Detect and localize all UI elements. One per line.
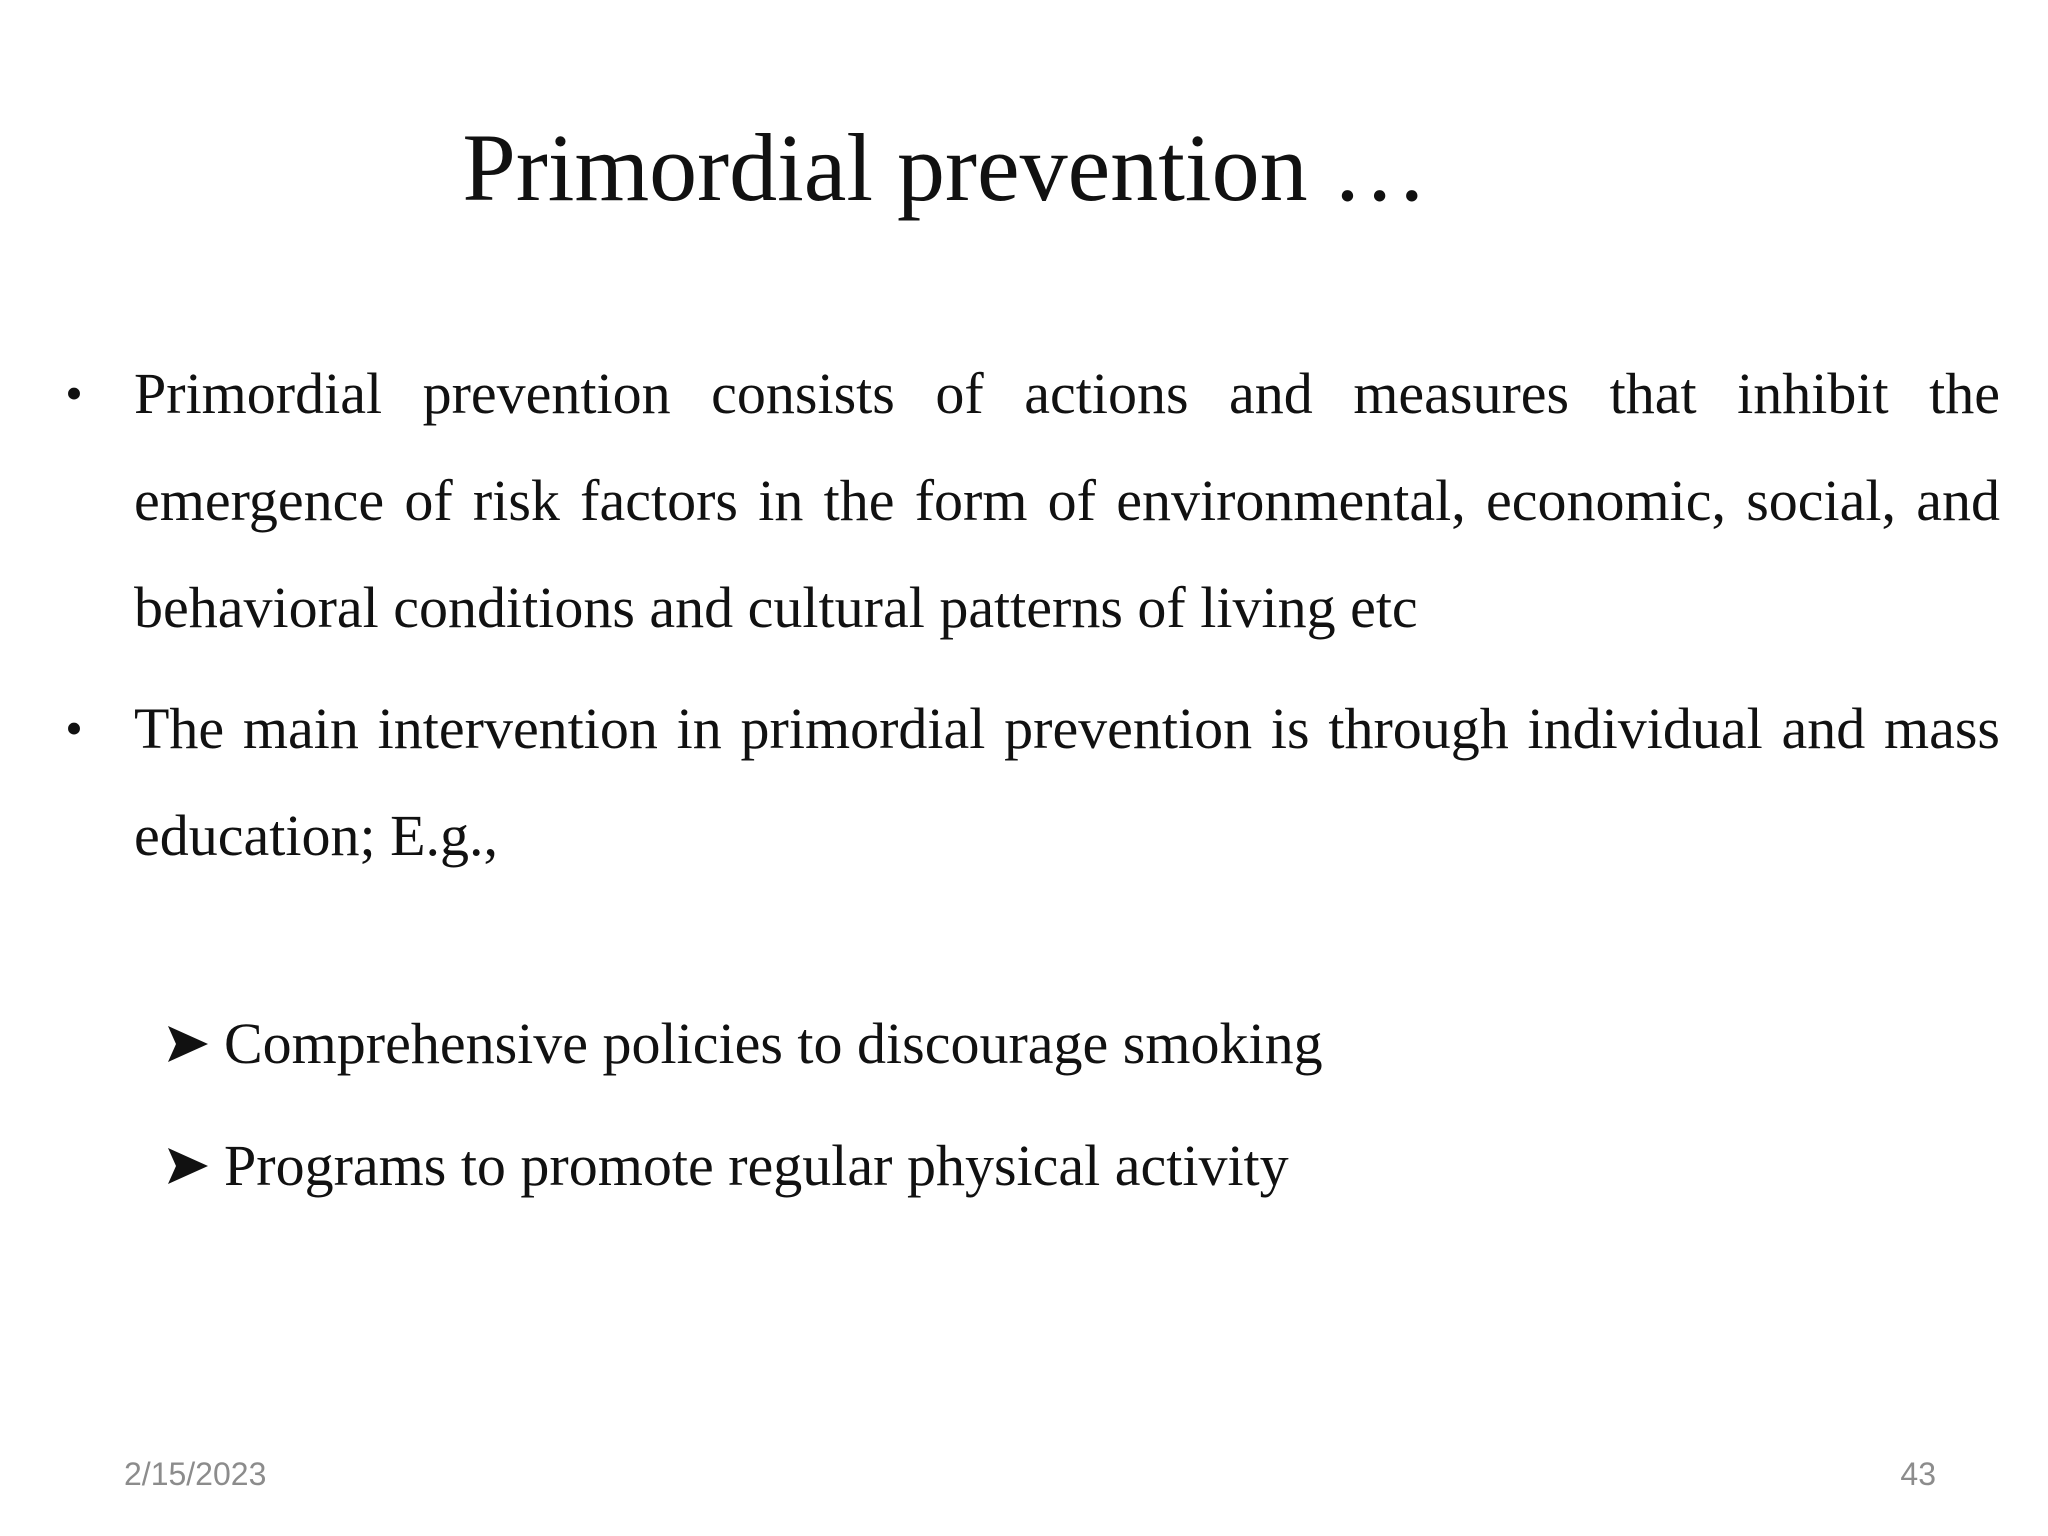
footer-page-number: 43	[1900, 1456, 1936, 1492]
sub-bullet-text: Programs to promote regular physical activity	[224, 1133, 1289, 1198]
arrowhead-bullet-icon	[162, 1004, 214, 1084]
bullet-item	[54, 340, 2000, 661]
sub-bullet-item	[162, 1004, 1962, 1084]
slide-title: Primordial prevention …	[462, 114, 1428, 221]
bullet-list	[54, 340, 2000, 903]
sub-bullet-list	[162, 1004, 1962, 1248]
bullet-text: The main intervention in primordial prevention is through individual and mass education; E.g.,	[134, 696, 2000, 868]
bullet-dot-icon: •	[65, 700, 83, 756]
sub-bullet-item	[162, 1126, 1962, 1206]
bullet-dot-icon: •	[65, 365, 83, 421]
arrowhead-bullet-icon	[162, 1126, 214, 1206]
bullet-item	[54, 675, 2000, 889]
bullet-text: Primordial prevention consists of actions and measures that inhibit the emergence of risk factors in the form of environmental, economic, social, and behavioral conditions and cultural patterns of living etc	[134, 361, 2000, 640]
sub-bullet-text: Comprehensive policies to discourage smoking	[224, 1011, 1323, 1076]
footer-date: 2/15/2023	[124, 1456, 267, 1492]
